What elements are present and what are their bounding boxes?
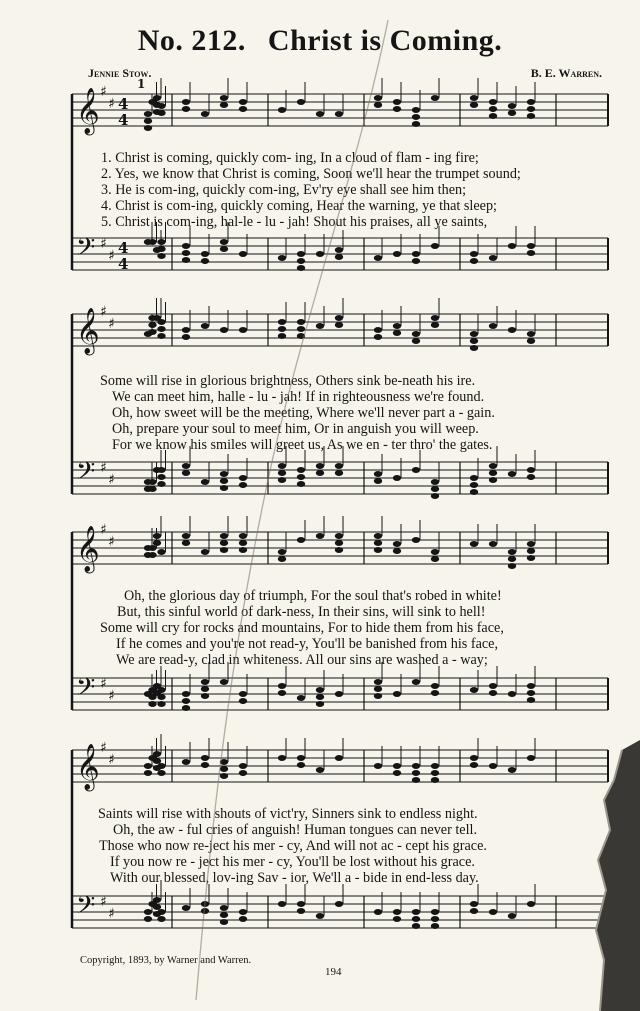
sharp-sign: ♯ xyxy=(100,84,107,100)
time-signature-bottom: 4 xyxy=(118,111,129,129)
author-credit: Jennie Stow. xyxy=(88,66,152,80)
treble-clef: 𝄞 xyxy=(76,526,100,572)
sharp-sign: ♯ xyxy=(108,96,115,112)
time-signature-top: 4 xyxy=(118,239,129,257)
sharp-sign: ♯ xyxy=(100,740,107,756)
sharp-sign: ♯ xyxy=(108,906,115,922)
lyric-line: Some will rise in glorious brightness, Others sink be-neath his ire. xyxy=(100,373,476,389)
treble-clef: 𝄞 xyxy=(76,88,100,134)
sharp-sign: ♯ xyxy=(108,316,115,332)
treble-clef: 𝄞 xyxy=(76,308,100,354)
lyric-line: Some will cry for rocks and mountains, For to hide them from his face, xyxy=(100,620,504,636)
hymn-number: No. 212. xyxy=(137,24,246,57)
sharp-sign: ♯ xyxy=(108,534,115,550)
page-number: 194 xyxy=(325,966,342,978)
lyric-line: Those who now re-ject his mer - cy, And will not ac - cept his grace. xyxy=(99,838,487,854)
lyric-line: If you now re - ject his mer - cy, You'll be lost without his grace. xyxy=(110,854,475,870)
lyric-line: 1. Christ is coming, quickly com- ing, In a cloud of flam - ing fire; xyxy=(101,150,479,166)
lyric-line: We can meet him, halle - lu - jah! If in righteousness we're found. xyxy=(112,389,485,405)
lyric-line: If he comes and you're not read-y, You'll be banished from his face, xyxy=(116,636,499,652)
lyric-line: 5. Christ is com-ing, hal-le - lu - jah! Shout his praises, all ye saints, xyxy=(101,214,488,230)
lyric-line: Oh, the aw - ful cries of anguish! Human tongues can never tell. xyxy=(113,822,478,838)
sharp-sign: ♯ xyxy=(100,304,107,320)
lyric-line: Oh, how sweet will be the meeting, Where we'll never part a - gain. xyxy=(112,405,495,421)
sharp-sign: ♯ xyxy=(100,522,107,538)
torn-edge xyxy=(592,740,640,1011)
sharp-sign: ♯ xyxy=(108,248,115,264)
sharp-sign: ♯ xyxy=(100,676,107,692)
sharp-sign: ♯ xyxy=(108,752,115,768)
time-signature-bottom: 4 xyxy=(118,255,129,273)
sharp-sign: ♯ xyxy=(100,236,107,252)
sharp-sign: ♯ xyxy=(100,894,107,910)
bass-clef: 𝄢 xyxy=(76,673,96,708)
time-signature-top: 4 xyxy=(118,95,129,113)
sharp-sign: ♯ xyxy=(108,688,115,704)
lyric-line: Oh, prepare your soul to meet him, Or in anguish you will weep. xyxy=(112,421,479,437)
measure-number: 1 xyxy=(137,77,146,91)
copyright-notice: Copyright, 1893, by Warner and Warren. xyxy=(80,955,252,966)
sharp-sign: ♯ xyxy=(100,460,107,476)
bass-clef: 𝄢 xyxy=(76,233,96,268)
sharp-sign: ♯ xyxy=(108,472,115,488)
lyric-line: For we know his smiles will greet us, As we en - ter thro' the gates. xyxy=(112,437,493,453)
treble-clef: 𝄞 xyxy=(76,744,100,790)
lyric-line: Oh, the glorious day of triumph, For the soul that's robed in white! xyxy=(124,588,502,604)
hymn-title: Christ is Coming. xyxy=(267,24,503,57)
lyric-line: 4. Christ is com-ing, quickly coming, Hear the warning, ye that sleep; xyxy=(101,198,497,214)
lyric-line: We are read-y, clad in whiteness. All our sins are washed a - way; xyxy=(116,652,488,668)
bass-clef: 𝄢 xyxy=(76,457,96,492)
lyric-line: 2. Yes, we know that Christ is coming, Soon we'll hear the trumpet sound; xyxy=(101,166,521,182)
composer-credit: B. E. Warren. xyxy=(530,66,602,80)
bass-clef: 𝄢 xyxy=(76,891,96,926)
lyric-line: But, this sinful world of dark-ness, In their sins, will sink to hell! xyxy=(117,604,486,620)
lyric-line: 3. He is com-ing, quickly com-ing, Ev'ry eye shall see him then; xyxy=(101,182,467,198)
lyric-line: With our blessed, lov-ing Sav - ior, We'll a - bide in end-less day. xyxy=(110,870,479,886)
lyric-line: Saints will rise with shouts of vict'ry, Sinners sink to endless night. xyxy=(98,806,478,822)
